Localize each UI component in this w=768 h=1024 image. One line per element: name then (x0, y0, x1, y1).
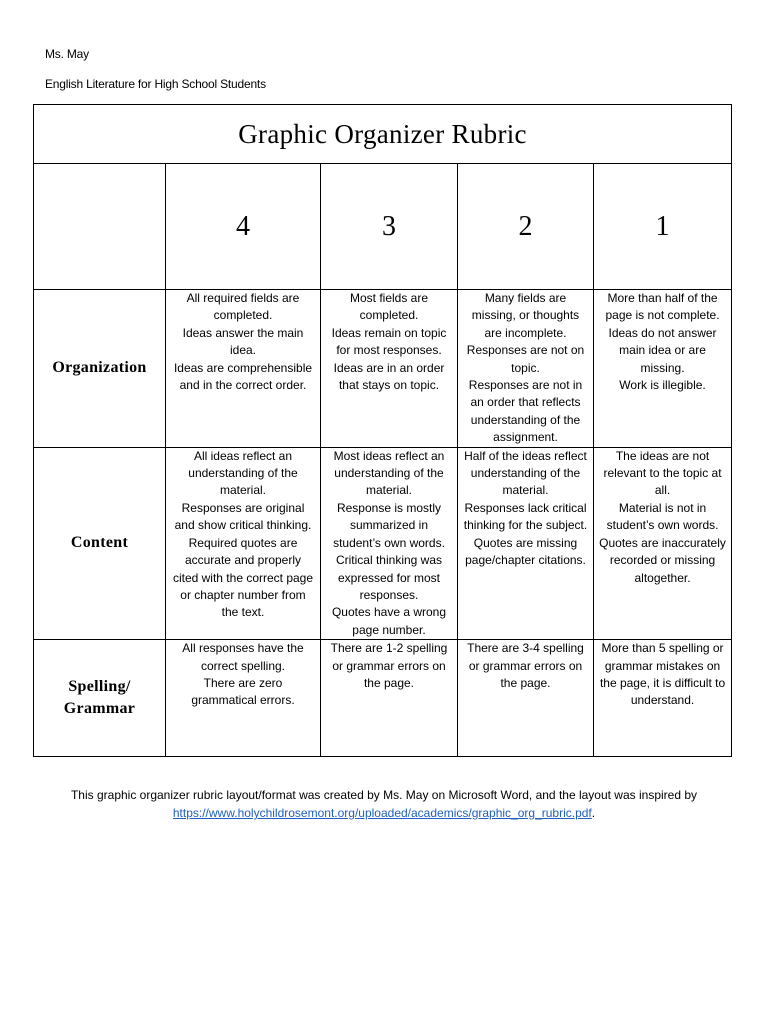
desc-organization-3 (321, 290, 458, 448)
source-link[interactable]: https://www.holychildrosemont.org/uploaded/academics/graphic_org_rubric.pdf (172, 806, 592, 820)
desc-line: Responses are not on topic. (466, 343, 585, 375)
criterion-spelling-grammar (34, 640, 166, 757)
rubric-table (33, 104, 732, 757)
desc-spelling-1 (594, 640, 732, 757)
score-header-1: 1 (594, 164, 732, 290)
desc-organization-4 (166, 290, 321, 448)
desc-line: Ideas are in an order that stays on topic. (333, 360, 445, 393)
score-header-4: 4 (166, 164, 321, 290)
desc-line: There are 1-2 spelling or grammar errors on the page. (330, 641, 448, 690)
desc-line: Responses are not in an order that reflects understanding of the assignment. (468, 378, 583, 445)
score-header-2: 2 (458, 164, 594, 290)
criterion-content: Content (34, 447, 166, 639)
rubric-row-organization (34, 290, 732, 448)
desc-spelling-3 (321, 640, 458, 757)
desc-line: Required quotes are accurate and properly cited with the correct page or chapter number from the text. (172, 535, 314, 620)
desc-line: Ideas answer the main idea. (182, 325, 304, 358)
desc-line: There are 3-4 spelling or grammar errors on the page. (467, 641, 584, 690)
desc-line: Most fields are completed. (349, 291, 429, 323)
desc-line: Quotes are missing page/chapter citations. (465, 535, 586, 568)
corner-cell (34, 164, 166, 290)
desc-line: Quotes have a wrong page number. (331, 605, 447, 637)
desc-line: Most ideas reflect an understanding of the material. (333, 448, 445, 498)
desc-line: Ideas remain on topic for most responses. (331, 325, 447, 358)
desc-line: Material is not in student’s own words. (606, 500, 719, 533)
desc-line: Many fields are missing, or thoughts are incomplete. (471, 291, 580, 340)
desc-line: All required fields are completed. (186, 291, 300, 323)
teacher-name: Ms. May (45, 47, 89, 61)
desc-line: More than half of the page is not complete. (605, 291, 720, 323)
desc-line: Responses are original and show critical thinking. (174, 500, 312, 533)
desc-line: There are zero grammatical errors. (191, 675, 295, 708)
desc-line: All ideas reflect an understanding of the material. (188, 448, 298, 498)
desc-line: Quotes are inaccurately recorded or missing altogether. (599, 535, 726, 585)
desc-line: Half of the ideas reflect understanding of the material. (464, 448, 587, 498)
desc-line: All responses have the correct spelling. (182, 641, 304, 673)
desc-organization-2 (458, 290, 594, 448)
desc-line: The ideas are not relevant to the topic at all. (603, 448, 722, 498)
desc-line: Ideas are comprehensible and in the correct order. (173, 360, 313, 393)
criterion-organization: Organization (34, 290, 166, 448)
footer-period: . (591, 806, 596, 820)
desc-content-2 (458, 447, 594, 639)
rubric-title: Graphic Organizer Rubric (34, 105, 732, 164)
desc-content-1 (594, 447, 732, 639)
desc-line: Critical thinking was expressed for most responses. (335, 553, 443, 602)
desc-spelling-4 (166, 640, 321, 757)
desc-line: Response is mostly summarized in student’s own words. (333, 500, 445, 550)
rubric-row-content (34, 447, 732, 639)
desc-line: Ideas do not answer main idea or are missing. (608, 325, 717, 375)
criterion-line: Spelling/ (68, 678, 131, 696)
desc-content-3 (321, 447, 458, 639)
desc-spelling-2 (458, 640, 594, 757)
footer-text: This graphic organizer rubric layout/format was created by Ms. May on Microsoft Word, and the layout was inspired by (70, 788, 698, 802)
desc-line: Work is illegible. (619, 378, 706, 393)
criterion-line: Grammar (63, 700, 136, 718)
desc-organization-1 (594, 290, 732, 448)
rubric-row-spelling-grammar (34, 640, 732, 757)
desc-line: More than 5 spelling or grammar mistakes on the page, it is difficult to understand. (599, 641, 726, 708)
course-title: English Literature for High School Students (45, 77, 266, 91)
footer-note (40, 786, 728, 822)
desc-line: Responses lack critical thinking for the subject. (463, 500, 588, 533)
score-header-3: 3 (321, 164, 458, 290)
desc-content-4 (166, 447, 321, 639)
